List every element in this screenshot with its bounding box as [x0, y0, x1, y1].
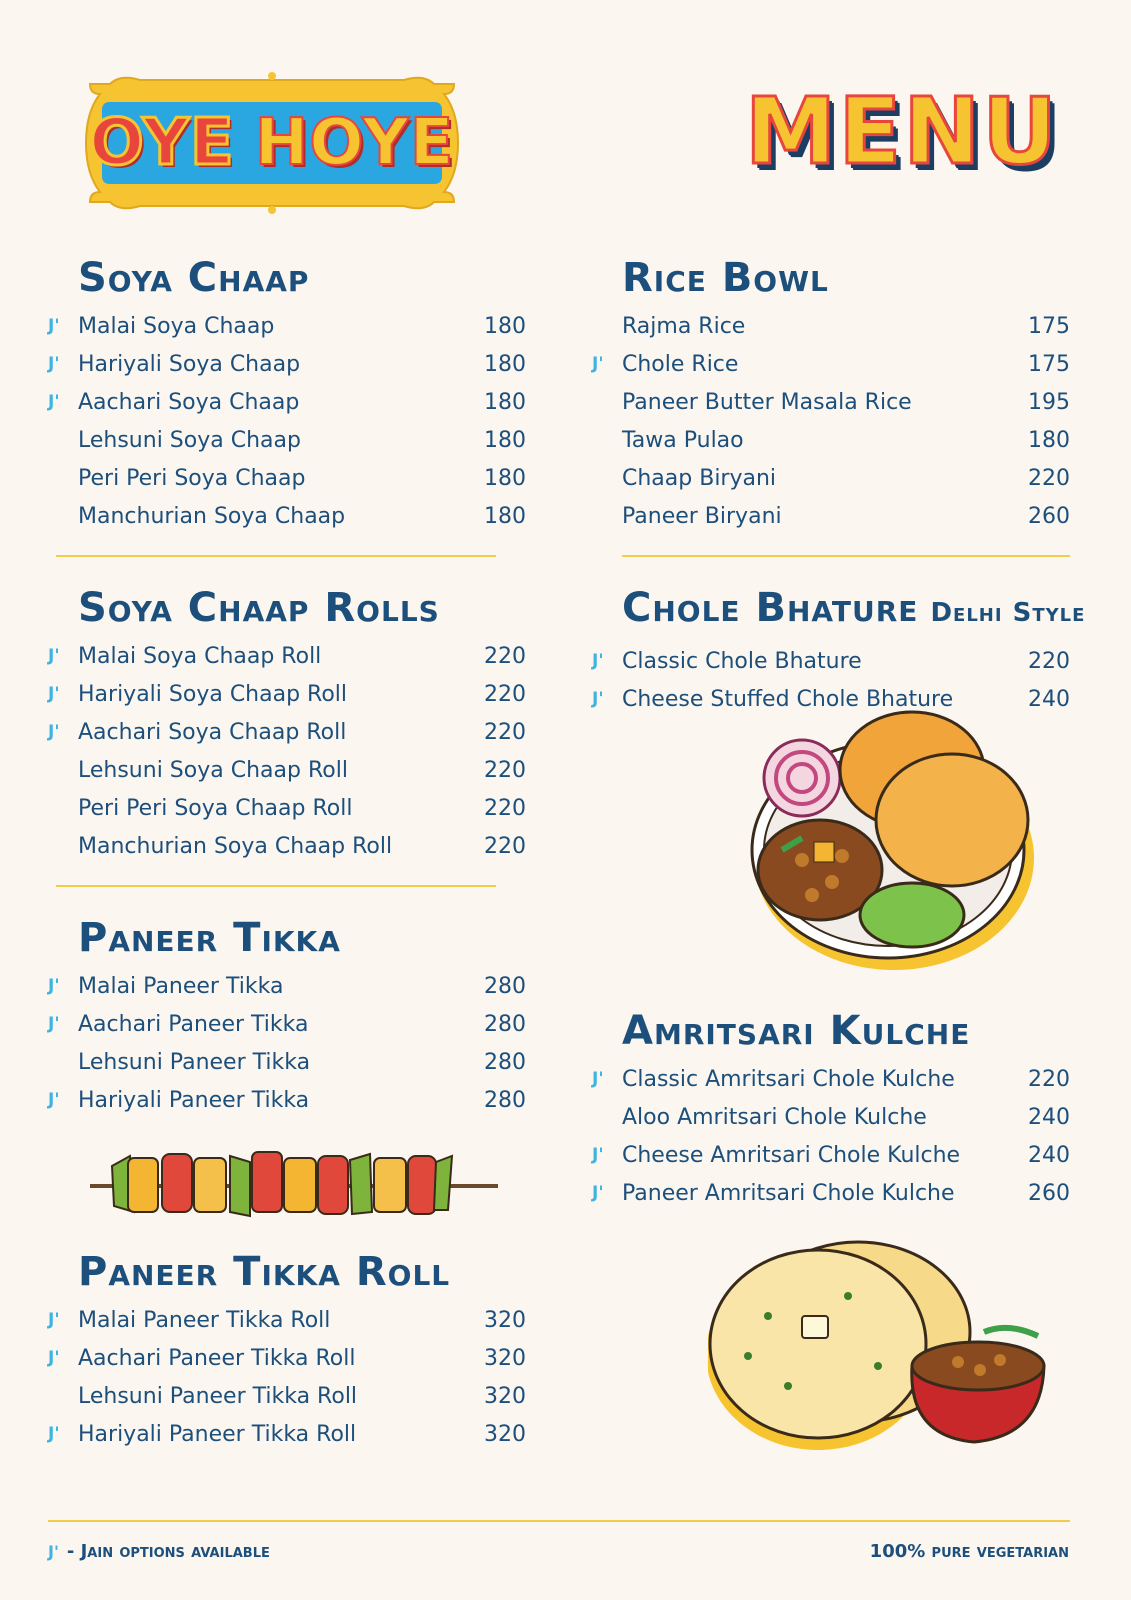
- menu-item-name: Chole Rice: [622, 351, 739, 377]
- menu-item: [592, 1060, 1070, 1098]
- menu-item-price: 280: [484, 973, 526, 999]
- menu-item-price: 180: [484, 313, 526, 339]
- menu-item-price: 220: [484, 719, 526, 745]
- menu-item-name: Malai Paneer Tikka Roll: [78, 1307, 331, 1333]
- brand-name-part1: OYE: [89, 106, 235, 180]
- menu-item-name: Aloo Amritsari Chole Kulche: [622, 1104, 927, 1130]
- menu-item-name: Aachari Soya Chaap Roll: [78, 719, 347, 745]
- menu-section: [592, 255, 1070, 535]
- jain-icon: J': [48, 1424, 60, 1444]
- jain-icon: J': [592, 1145, 604, 1165]
- jain-icon: J': [592, 651, 604, 671]
- menu-item-price: 260: [1028, 1180, 1070, 1206]
- section-title-text: Chole Bhature: [622, 585, 919, 631]
- jain-icon: J': [48, 354, 60, 374]
- section-title: [78, 915, 526, 961]
- jain-icon: J': [48, 316, 60, 336]
- menu-item-name: Malai Soya Chaap Roll: [78, 643, 322, 669]
- jain-icon: J': [48, 1542, 59, 1561]
- menu-item-price: 220: [1028, 465, 1070, 491]
- menu-item-name: Cheese Stuffed Chole Bhature: [622, 686, 954, 712]
- chole-bhature-plate-illustration: [742, 710, 1042, 980]
- jain-icon: J': [592, 1183, 604, 1203]
- menu-section: [48, 255, 526, 535]
- menu-item-price: 180: [484, 351, 526, 377]
- menu-item-price: 280: [484, 1049, 526, 1075]
- menu-item: [48, 383, 526, 421]
- menu-item-name: Peri Peri Soya Chaap: [78, 465, 306, 491]
- jain-icon: J': [48, 684, 60, 704]
- menu-item-name: Aachari Paneer Tikka: [78, 1011, 309, 1037]
- menu-item-name: Hariyali Soya Chaap: [78, 351, 301, 377]
- section-title: [78, 1249, 526, 1295]
- menu-item: [48, 1301, 526, 1339]
- menu-item: [48, 1081, 526, 1119]
- menu-item-price: 220: [484, 795, 526, 821]
- jain-icon: J': [592, 1069, 604, 1089]
- menu-item-name: Manchurian Soya Chaap Roll: [78, 833, 393, 859]
- menu-item: [592, 421, 1070, 459]
- menu-item-name: Chaap Biryani: [622, 465, 777, 491]
- menu-item-price: 175: [1028, 313, 1070, 339]
- brand-name-part2: HOYE: [254, 106, 455, 180]
- footer-jain-note: [48, 1541, 270, 1562]
- menu-item: [48, 459, 526, 497]
- amritsari-kulche-illustration: [708, 1236, 1054, 1456]
- menu-item-name: Hariyali Soya Chaap Roll: [78, 681, 348, 707]
- menu-item: [48, 1005, 526, 1043]
- section-title-text: Amritsari Kulche: [622, 1008, 971, 1054]
- menu-item-price: 280: [484, 1011, 526, 1037]
- menu-section: [48, 915, 526, 1119]
- menu-item: [48, 1377, 526, 1415]
- menu-item: [48, 1043, 526, 1081]
- menu-item-name: Paneer Amritsari Chole Kulche: [622, 1180, 955, 1206]
- section-title: [622, 255, 1070, 301]
- jain-icon: J': [48, 1014, 60, 1034]
- jain-icon: J': [48, 722, 60, 742]
- menu-item: [48, 751, 526, 789]
- menu-section: [592, 585, 1086, 718]
- menu-item: [592, 1098, 1070, 1136]
- menu-item-price: 220: [484, 681, 526, 707]
- menu-item-price: 240: [1028, 686, 1070, 712]
- menu-item: [48, 967, 526, 1005]
- menu-item-name: Malai Soya Chaap: [78, 313, 275, 339]
- jain-icon: J': [48, 976, 60, 996]
- menu-item-name: Classic Chole Bhature: [622, 648, 862, 674]
- section-title-text: Paneer Tikka: [78, 915, 341, 961]
- section-subtitle: Delhi Style: [930, 598, 1086, 628]
- menu-item-price: 320: [484, 1345, 526, 1371]
- menu-item: [48, 827, 526, 865]
- section-title: [78, 255, 526, 301]
- jain-icon: J': [48, 1348, 60, 1368]
- jain-icon: J': [48, 392, 60, 412]
- section-title-text: Paneer Tikka Roll: [78, 1249, 451, 1295]
- footer-veg-note: 100% pure vegetarian: [869, 1541, 1069, 1562]
- jain-icon: J': [592, 689, 604, 709]
- menu-item-name: Hariyali Paneer Tikka Roll: [78, 1421, 357, 1447]
- menu-item-name: Rajma Rice: [622, 313, 746, 339]
- menu-item-name: Classic Amritsari Chole Kulche: [622, 1066, 955, 1092]
- menu-item: [48, 1415, 526, 1453]
- menu-item-price: 180: [484, 389, 526, 415]
- menu-item: [592, 1174, 1070, 1212]
- section-title: [78, 585, 526, 631]
- section-title-text: Soya Chaap Rolls: [78, 585, 440, 631]
- menu-item: [592, 345, 1070, 383]
- menu-item: [48, 713, 526, 751]
- section-title-text: Soya Chaap: [78, 255, 310, 301]
- menu-item: [48, 307, 526, 345]
- menu-item: [592, 383, 1070, 421]
- menu-item-price: 280: [484, 1087, 526, 1113]
- section-divider: [56, 555, 496, 557]
- menu-item-price: 180: [484, 427, 526, 453]
- menu-item: [592, 1136, 1070, 1174]
- menu-item-name: Tawa Pulao: [622, 427, 744, 453]
- menu-item: [48, 675, 526, 713]
- brand-logo: [80, 72, 464, 214]
- menu-item-price: 320: [484, 1383, 526, 1409]
- menu-item: [48, 497, 526, 535]
- menu-item: [48, 637, 526, 675]
- menu-section: [48, 1249, 526, 1453]
- section-divider: [622, 555, 1070, 557]
- menu-item-price: 320: [484, 1307, 526, 1333]
- menu-item-price: 320: [484, 1421, 526, 1447]
- section-divider: [56, 885, 496, 887]
- menu-item: [48, 1339, 526, 1377]
- menu-item-name: Cheese Amritsari Chole Kulche: [622, 1142, 961, 1168]
- section-title-text: Rice Bowl: [622, 255, 829, 301]
- paneer-tikka-skewer-illustration: [90, 1136, 500, 1232]
- section-title: [622, 1008, 1070, 1054]
- menu-item: [48, 345, 526, 383]
- jain-icon: J': [48, 1090, 60, 1110]
- menu-item-name: Aachari Soya Chaap: [78, 389, 300, 415]
- menu-item-price: 180: [1028, 427, 1070, 453]
- jain-icon: J': [592, 354, 604, 374]
- menu-section: [48, 585, 526, 865]
- menu-item-name: Lehsuni Soya Chaap: [78, 427, 301, 453]
- menu-title: MENU: [744, 78, 1059, 185]
- menu-item-price: 260: [1028, 503, 1070, 529]
- menu-item: [592, 459, 1070, 497]
- menu-item-price: 180: [484, 465, 526, 491]
- jain-note-text: - Jain options available: [66, 1541, 270, 1562]
- menu-item-price: 220: [484, 757, 526, 783]
- menu-item-name: Aachari Paneer Tikka Roll: [78, 1345, 356, 1371]
- section-title: [622, 585, 1086, 636]
- menu-item-name: Lehsuni Paneer Tikka Roll: [78, 1383, 358, 1409]
- menu-item: [48, 421, 526, 459]
- menu-item-name: Paneer Butter Masala Rice: [622, 389, 912, 415]
- menu-item-name: Manchurian Soya Chaap: [78, 503, 346, 529]
- menu-item-name: Malai Paneer Tikka: [78, 973, 284, 999]
- menu-item-price: 240: [1028, 1104, 1070, 1130]
- menu-item: [48, 789, 526, 827]
- menu-item-name: Lehsuni Paneer Tikka: [78, 1049, 311, 1075]
- jain-icon: J': [48, 1310, 60, 1330]
- footer-divider: [48, 1520, 1070, 1522]
- menu-item: [592, 497, 1070, 535]
- menu-item-price: 220: [484, 643, 526, 669]
- menu-item-name: Paneer Biryani: [622, 503, 782, 529]
- menu-item-price: 195: [1028, 389, 1070, 415]
- menu-item-price: 220: [484, 833, 526, 859]
- menu-section: [592, 1008, 1070, 1212]
- menu-item-price: 240: [1028, 1142, 1070, 1168]
- menu-item: [592, 307, 1070, 345]
- menu-item: [592, 642, 1070, 680]
- menu-item-price: 180: [484, 503, 526, 529]
- menu-item-price: 220: [1028, 1066, 1070, 1092]
- menu-item-name: Peri Peri Soya Chaap Roll: [78, 795, 353, 821]
- menu-item-price: 175: [1028, 351, 1070, 377]
- jain-icon: J': [48, 646, 60, 666]
- menu-item-name: Hariyali Paneer Tikka: [78, 1087, 310, 1113]
- menu-item-price: 220: [1028, 648, 1070, 674]
- menu-item-name: Lehsuni Soya Chaap Roll: [78, 757, 348, 783]
- left-column: [48, 255, 526, 1453]
